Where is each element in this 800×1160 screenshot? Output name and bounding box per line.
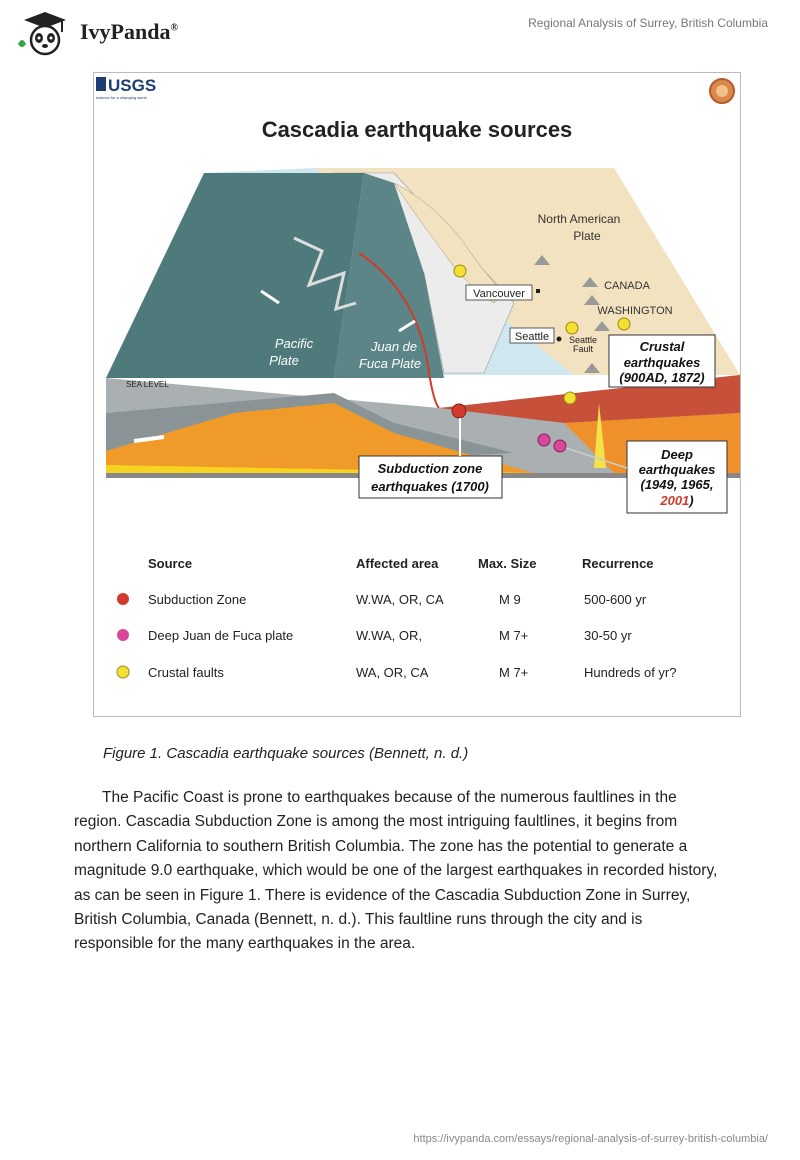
seattle-marker	[557, 337, 562, 342]
label-north-american: North American	[537, 212, 621, 226]
table-cell-recurrence-2: Hundreds of yr?	[584, 665, 677, 680]
callout-deep-2: earthquakes	[638, 462, 716, 477]
callout-deep-3: (1949, 1965,	[640, 477, 714, 492]
label-sea-level: SEA LEVEL	[126, 380, 169, 389]
seal-icon	[710, 79, 734, 103]
panda-graduate-icon[interactable]	[14, 8, 76, 58]
legend-dot-crustal	[117, 666, 129, 678]
crustal-quake-dot-4	[564, 392, 576, 404]
page-header	[0, 0, 800, 70]
table-header-recurrence: Recurrence	[582, 556, 654, 571]
table-cell-size-1: M 7+	[499, 628, 529, 643]
legend-table	[117, 556, 677, 680]
table-cell-area-0: W.WA, OR, CA	[356, 592, 444, 607]
legend-dot-deep	[117, 629, 129, 641]
label-seattle-fault-2: Fault	[572, 344, 594, 354]
table-cell-recurrence-1: 30-50 yr	[584, 628, 632, 643]
callout-subduction-2: earthquakes (1700)	[371, 479, 489, 494]
figure-caption: Figure 1. Cascadia earthquake sources (Bennett, n. d.)	[103, 745, 469, 762]
label-pacific-plate: Plate	[269, 353, 299, 368]
subduction-quake-dot	[452, 404, 466, 418]
brand-name[interactable]: IvyPanda®	[80, 19, 178, 44]
usgs-logo	[96, 76, 156, 100]
table-cell-size-0: M 9	[499, 592, 521, 607]
table-cell-size-2: M 7+	[499, 665, 529, 680]
table-header-source: Source	[148, 556, 193, 571]
label-pacific: Pacific	[274, 336, 314, 351]
callout-crustal-2: earthquakes	[623, 355, 701, 370]
crustal-quake-dot-1	[454, 265, 466, 277]
label-juan-de: Juan de	[370, 339, 418, 354]
callout-deep-close: )	[689, 493, 694, 508]
label-washington: WASHINGTON	[597, 305, 673, 317]
pacific-plate	[106, 173, 364, 378]
table-cell-source-2: Crustal faults	[148, 665, 224, 680]
deep-quake-dot-2	[554, 440, 566, 452]
table-cell-area-2: WA, OR, CA	[356, 665, 429, 680]
label-seattle: Seattle	[514, 331, 550, 343]
table-cell-area-1: W.WA, OR,	[356, 628, 422, 643]
table-cell-source-0: Subduction Zone	[148, 592, 247, 607]
table-header-size: Max. Size	[478, 556, 537, 571]
legend-dot-subduction	[117, 593, 129, 605]
footer-url[interactable]: https://ivypanda.com/essays/regional-analysis-of-surrey-british-columbia/	[413, 1133, 768, 1145]
document-title: Regional Analysis of Surrey, British Columbia	[528, 16, 768, 30]
label-north-american-plate: Plate	[573, 229, 601, 243]
label-seattle-fault-1: Seattle	[568, 335, 598, 345]
figure-cascadia-diagram	[93, 72, 741, 717]
body-paragraph: The Pacific Coast is prone to earthquakes because of the numerous faultlines in the region. Cascadia Subduction Zone is among the most intriguing faultlines, it begins from northern California to southern British Columbia. The zone has the potential to generate a magnitude 9.0 earthquake, which would be one of the largest earthquakes in recorded history, as can be seen in Figure 1. There is evidence of the Cascadia Subduction Zone in Surrey, British Columbia, Canada (Bennett, n. d.). This faultline runs through the city and is responsible for the many earthquakes in the area.	[74, 789, 718, 953]
callout-deep-4	[659, 493, 693, 508]
callout-subduction-1: Subduction zone	[377, 461, 483, 476]
usgs-tagline: science for a changing world	[96, 95, 147, 100]
deep-quake-dot-1	[538, 434, 550, 446]
usgs-text: USGS	[108, 76, 157, 95]
crustal-quake-dot-3	[618, 318, 630, 330]
callout-deep-1: Deep	[661, 447, 693, 462]
label-fuca-plate: Fuca Plate	[358, 356, 422, 371]
crustal-quake-dot-2	[566, 322, 578, 334]
table-cell-source-1: Deep Juan de Fuca plate	[148, 628, 294, 643]
label-vancouver: Vancouver	[473, 288, 525, 300]
label-canada: CANADA	[604, 280, 650, 292]
callout-deep-year-2001: 2001	[660, 493, 690, 508]
callout-crustal-1: Crustal	[639, 339, 685, 354]
table-cell-recurrence-0: 500-600 yr	[584, 592, 647, 607]
diagram-svg	[94, 73, 740, 716]
vancouver-marker	[536, 289, 540, 293]
diagram-title: Cascadia earthquake sources	[261, 117, 573, 142]
table-header-area: Affected area	[356, 556, 439, 571]
callout-crustal-3: (900AD, 1872)	[619, 370, 705, 385]
